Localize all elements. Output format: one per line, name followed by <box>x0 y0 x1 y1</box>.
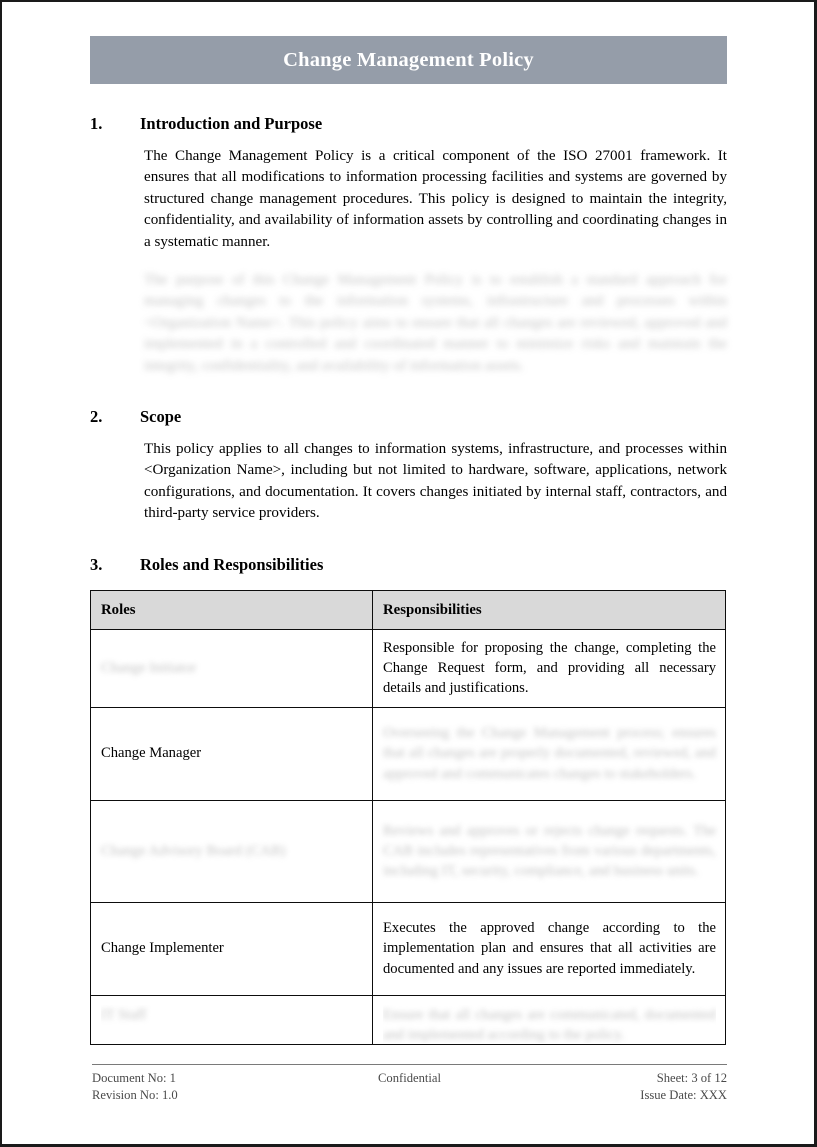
cell-responsibility <box>373 707 726 800</box>
role-label: Change Initiator <box>101 660 197 677</box>
section-title-roles: Roles and Responsibilities <box>140 554 324 574</box>
page-footer <box>92 1064 727 1103</box>
role-label: Change Manager <box>101 745 202 762</box>
cell-role <box>91 902 373 995</box>
role-label: Change Implementer <box>101 940 224 957</box>
cell-role <box>91 995 373 1044</box>
cell-responsibility <box>373 995 726 1044</box>
table-row <box>91 707 726 800</box>
footer-row-top <box>92 1070 727 1087</box>
document-title-banner <box>90 36 727 84</box>
footer-revision-no: Revision No: 1.0 <box>92 1087 178 1102</box>
table-row <box>91 800 726 902</box>
responsibility-text: Reviews and approves or rejects change requests. The CAB includes representatives from various departments, including IT, security, compliance, and business units. <box>383 822 716 880</box>
section-heading-scope <box>90 407 727 427</box>
section-number-2: 2. <box>90 407 103 427</box>
section-title-introduction: Introduction and Purpose <box>140 114 323 133</box>
responsibility-text: Executes the approved change according to the implementation plan and ensures that all activities are documented and any issues are reported immediately. <box>383 920 716 977</box>
introduction-paragraph-blurred: The purpose of this Change Management Policy is to establish a standard approach for managing changes to the information systems, infrastructure and processes within <Organization Name>. This policy aims to ensure that all changes are reviewed, approved and implemented in a controlled and coordinated manner to minimize risks and maintain the integrity, confidentiality, and availability of information assets. <box>144 272 727 374</box>
footer-issue-date: Issue Date: XXX <box>640 1087 727 1102</box>
footer-sheet-number: Sheet: 3 of 12 <box>656 1071 727 1085</box>
scope-paragraph: This policy applies to all changes to information systems, infrastructure, and processes within <Organization Name>, including but not limited to hardware, software, applications, network configurations, and documentation. It covers changes initiated by internal staff, contractors, and third-party service providers. <box>144 441 727 522</box>
responsibility-text: Overseeing the Change Management process; ensures that all changes are properly documented, reviewed, and approved and communicates changes to stakeholders. <box>383 725 716 782</box>
cell-responsibility <box>373 902 726 995</box>
footer-classification: Confidential <box>378 1071 441 1085</box>
responsibility-text: Responsible for proposing the change, completing the Change Request form, and providing all necessary details and justifications. <box>383 639 716 697</box>
section-number-1: 1. <box>90 114 103 133</box>
section-heading-roles <box>90 555 727 575</box>
cell-responsibility <box>373 629 726 707</box>
cell-responsibility <box>373 800 726 902</box>
section-title-scope: Scope <box>140 407 182 427</box>
table-header-row <box>91 590 726 629</box>
document-title: Change Management Policy <box>283 48 534 71</box>
cell-role <box>91 800 373 902</box>
page-content <box>90 36 727 1045</box>
section-heading-introduction <box>90 114 727 134</box>
role-label: Change Advisory Board (CAB) <box>101 842 286 859</box>
column-header-roles: Roles <box>91 590 373 629</box>
section-number-3: 3. <box>90 554 103 574</box>
column-header-responsibilities: Responsibilities <box>373 590 726 629</box>
table-row <box>91 629 726 707</box>
introduction-paragraph: The Change Management Policy is a critical component of the ISO 27001 framework. It ensures that all modifications to information processing facilities and systems are governed by structured change management procedures. This policy is designed to maintain the integrity, confidentiality, and availability of information assets by controlling and coordinating changes in a systematic manner. <box>144 148 727 250</box>
roles-responsibilities-table <box>90 590 726 1045</box>
cell-role <box>91 707 373 800</box>
table-row <box>91 902 726 995</box>
table-row <box>91 995 726 1044</box>
footer-row-bottom <box>92 1087 727 1104</box>
role-label: IT Staff <box>101 1006 147 1023</box>
responsibility-text: Ensure that all changes are communicated, documented and implemented according to the policy. <box>383 1006 716 1043</box>
footer-document-no: Document No: 1 <box>92 1071 176 1085</box>
cell-role <box>91 629 373 707</box>
